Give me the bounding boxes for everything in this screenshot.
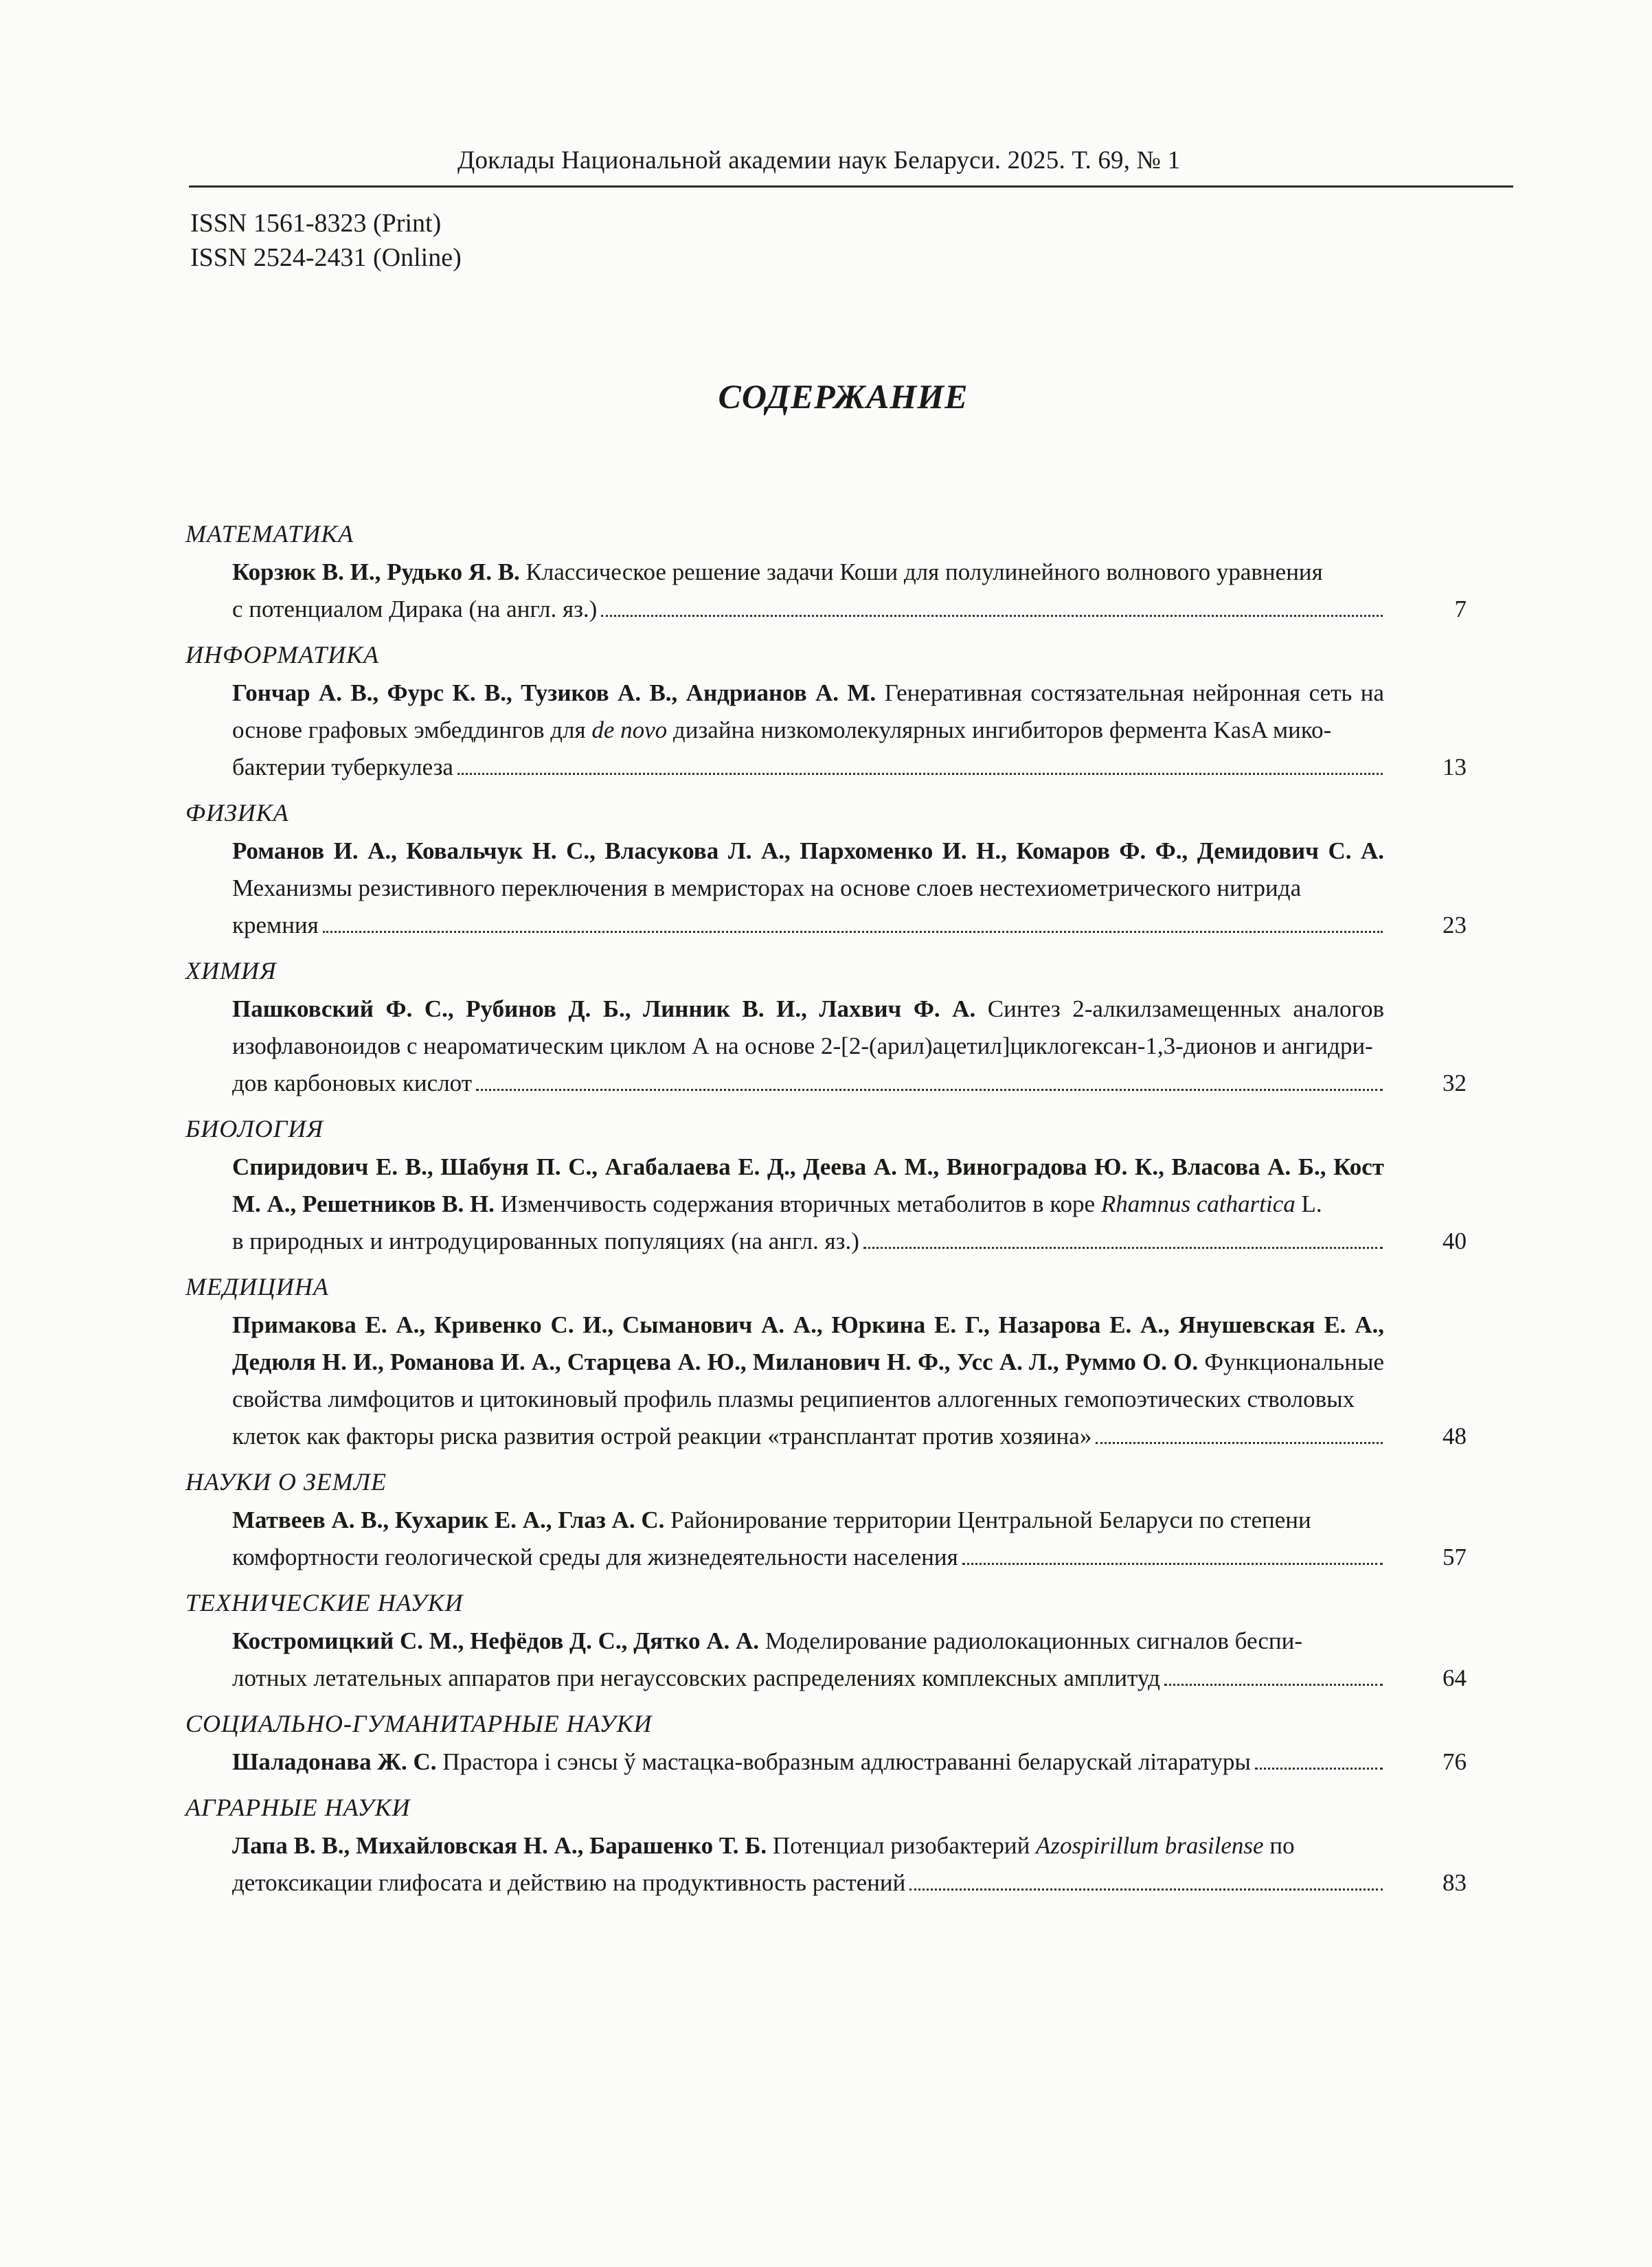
toc-section-biology [185,1112,1491,1260]
dot-leader [601,615,1383,617]
dot-leader [962,1563,1383,1565]
toc-section-informatics [185,638,1491,786]
issn-online: ISSN 2524-2431 (Online) [190,243,462,272]
entry-title-end: в природных и интродуцированных популяциях (на англ. яз.) [232,1228,859,1254]
entry-title: Изменчивость содержания вторичных метаболитов в коре [500,1191,1096,1217]
header-divider [189,185,1513,188]
entry-authors: Пашковский Ф. С., Рубинов Д. Б., Линник В. И., Лахвич Ф. А. [232,995,976,1022]
entry-title-italic: Rhamnus cathartica [1100,1191,1295,1217]
section-heading: МАТЕМАТИКА [185,520,354,548]
entry-title: Синтез 2-алкилзамещенных аналогов изофлавоноидов с неароматическим циклом А на основе 2-[2-(арил)ацетил]циклогексан-1,3-дионов и ангидри- [232,995,1384,1059]
entry-title-end: клеток как факторы риска развития острой реакции «трансплантат против хозяина» [232,1423,1092,1450]
toc-entry[interactable] [185,991,1491,1102]
section-heading: ТЕХНИЧЕСКИЕ НАУКИ [185,1589,464,1616]
section-heading: БИОЛОГИЯ [185,1115,324,1142]
entry-title: Функциональные свойства лимфоцитов и цитокиновый профиль плазмы реципиентов аллогенных гемопоэтических стволовых [232,1349,1384,1412]
entry-authors: Костромицкий С. М., Нефёдов Д. С., Дятко А. А. [232,1627,760,1654]
page-number: 7 [1454,596,1467,622]
toc-section-agrarian-sciences [185,1790,1491,1902]
toc-entry[interactable] [185,1149,1491,1260]
issn-block [190,206,462,275]
page-number: 13 [1442,754,1467,780]
entry-title-cont: по [1269,1832,1295,1859]
toc-section-earth-sciences [185,1465,1491,1576]
dot-leader [863,1247,1383,1249]
dot-leader [457,773,1383,775]
entry-title-end: комфортности геологической среды для жизнедеятельности населения [232,1544,958,1570]
entry-title-end: с потенциалом Дирака (на англ. яз.) [232,596,598,622]
entry-title: Районирование территории Центральной Беларуси по степени [670,1507,1311,1533]
entry-title-italic: de novo [591,717,668,743]
entry-title-end: Прастора і сэнсы ў мастацка-вобразным адлюстраванні беларускай літаратуры [442,1748,1251,1775]
entry-title-end: кремния [232,912,319,938]
toc-section-chemistry [185,954,1491,1102]
page-number: 23 [1442,912,1467,938]
entry-authors: Романов И. А., Ковальчук Н. С., Власукова Л. А., Пархоменко И. Н., Комаров Ф. Ф., Демидович С. А. [232,837,1384,864]
page-number: 32 [1442,1070,1467,1096]
section-heading: АГРАРНЫЕ НАУКИ [185,1794,411,1821]
toc-entry[interactable] [185,675,1491,786]
page-number: 57 [1442,1544,1467,1570]
toc-entry[interactable] [185,1827,1491,1902]
entry-authors: Корзюк В. И., Рудько Я. В. [232,559,520,585]
toc-section-medicine [185,1270,1491,1455]
page-number: 40 [1442,1228,1467,1254]
entry-title-end: дов карбоновых кислот [232,1070,472,1096]
toc-entry[interactable] [185,1623,1491,1697]
issn-print: ISSN 1561-8323 (Print) [190,209,442,238]
toc-section-technical-sciences [185,1586,1491,1697]
toc-entry[interactable] [185,1502,1491,1576]
page-number: 76 [1442,1748,1467,1775]
entry-authors: Матвеев А. В., Кухарик Е. А., Глаз А. С. [232,1507,665,1533]
entry-title-end: детоксикации глифосата и действию на продуктивность растений [232,1869,906,1896]
dot-leader [476,1089,1383,1091]
entry-authors: Лапа В. В., Михайловская Н. А., Барашенко Т. Б. [232,1832,767,1859]
section-heading: ИНФОРМАТИКА [185,641,380,668]
entry-title: Потенциал ризобактерий [772,1832,1030,1859]
entry-title: Моделирование радиолокационных сигналов беспи- [765,1627,1303,1654]
toc-entry[interactable] [185,554,1491,628]
page-number: 64 [1442,1665,1467,1691]
dot-leader [323,931,1383,933]
entry-title: Механизмы резистивного переключения в мемристорах на основе слоев нестехиометрического нитрида [232,875,1302,901]
entry-title-end: бактерии туберкулеза [232,754,453,780]
entry-authors: Шаладонава Ж. С. [232,1748,437,1775]
dot-leader [1164,1684,1383,1686]
toc-section-mathematics [185,517,1491,628]
entry-title-cont: L. [1301,1191,1322,1217]
page-number: 83 [1442,1869,1467,1896]
entry-title-italic: Azospirillum brasilense [1036,1832,1264,1859]
section-heading: ХИМИЯ [185,957,277,984]
dot-leader [1096,1442,1383,1444]
entry-title: Генеративная состязательная нейронная сеть на основе графовых эмбеддингов для [232,679,1384,743]
running-header: Доклады Национальной академии наук Беларуси. 2025. Т. 69, № 1 [457,146,1181,174]
entry-authors: Примакова Е. А., Кривенко С. И., Сыманович А. А., Юркина Е. Г., Назарова Е. А., Янушевская Е. А., Дедюля Н. И., Романова И. А., Старцева А. Ю., Миланович Н. Ф., Усс А. Л., Руммо О. О. [232,1311,1384,1375]
toc-entry[interactable] [185,1744,1491,1781]
section-heading: СОЦИАЛЬНО-ГУМАНИТАРНЫЕ НАУКИ [185,1710,653,1737]
section-heading: НАУКИ О ЗЕМЛЕ [185,1468,387,1496]
section-heading: ФИЗИКА [185,799,289,826]
table-of-contents [185,517,1491,1911]
entry-authors: Гончар А. В., Фурс К. В., Тузиков А. В., Андрианов А. М. [232,679,876,706]
toc-title: СОДЕРЖАНИЕ [718,377,969,416]
toc-section-physics [185,796,1491,944]
page-number: 48 [1442,1423,1467,1450]
toc-section-humanities [185,1706,1491,1781]
toc-entry[interactable] [185,833,1491,944]
section-heading: МЕДИЦИНА [185,1273,329,1300]
entry-title-cont: дизайна низкомолекулярных ингибиторов фермента KasA мико- [672,717,1332,743]
toc-entry[interactable] [185,1307,1491,1455]
entry-authors: Спиридович Е. В., Шабуня П. С., Агабалаева Е. Д., Деева А. М., Виноградова Ю. К., Власова А. Б., Кост М. А., Решетников В. Н. [232,1153,1384,1217]
entry-title-end: лотных летательных аппаратов при негауссовских распределениях комплексных амплитуд [232,1665,1160,1691]
dot-leader [909,1888,1383,1891]
dot-leader [1255,1768,1383,1770]
entry-title: Классическое решение задачи Коши для полулинейного волнового уравнения [525,559,1323,585]
